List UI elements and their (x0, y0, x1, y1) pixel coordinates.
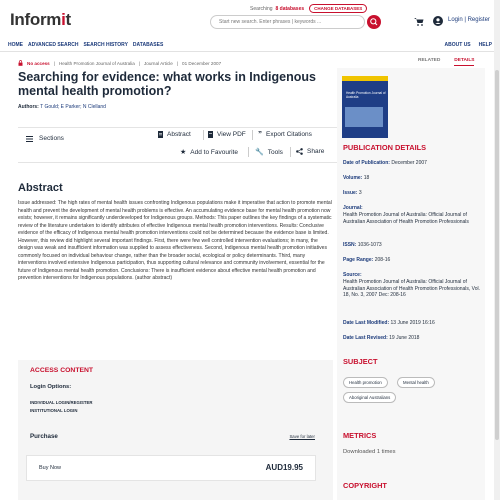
toolbar-divider-bottom (18, 162, 338, 163)
document-icon (158, 131, 163, 138)
share-button[interactable] (296, 148, 324, 155)
article-meta: No access | Health Promotion Journal of Australia | Journal Article | 01 December 2007 (18, 60, 221, 66)
page-title: Searching for evidence: what works in Indigenous mental health promotion? (18, 70, 316, 98)
access-content-panel (18, 360, 333, 500)
abstract-button[interactable] (158, 131, 191, 138)
details-sidebar (337, 68, 485, 500)
scrollbar-thumb[interactable] (495, 70, 499, 440)
cover-title: Health Promotion Journal of Australia (346, 91, 386, 99)
search-input[interactable]: Start new search. Enter phrases | keywords ... (210, 15, 365, 29)
cover-image (345, 107, 383, 127)
lock-icon (18, 60, 23, 66)
abstract-text: Issue addressed: The high rates of mental health issues confronting Indigenous populations make it imperative that action to promote mental health and prevent the development of mental health problems is effective. An accumulating evidence base for mental health promotion now exists; however, it remains significantly underdeveloped for Indigenous groups. Methods: This paper outlines the key findings of a systematic review of the literature undertaken to identify attributes of effective Indigenous mental health promotion interventions. Results: Conclusive evidence of the efficacy of Indigenous mental health promotion interventions could not be determined because the evidence base is limited. However, this review did highlight several important findings. First, there were few well controlled intervention evaluations; in many, the design was weak and insufficient information was supplied to assess effectiveness. Second, Indigenous mental health promotion initiatives commonly focused on individual behaviour change, rather than the broader social, ecological or policy determinants. Third, many interventions involved extensive Indigenous participation, thus supporting cultural relevance and community involvement, essential for the future of Indigenous mental health promotion. Conclusions: There is insufficient evidence about effective mental health promotion and prevention interventions for Indigenous populations. (author abstract) (18, 200, 332, 282)
nav-help[interactable]: HELP (478, 42, 492, 48)
issue-value: 3 (358, 190, 362, 196)
journal-cover (342, 76, 388, 138)
download-count: Downloaded 1 times (343, 449, 396, 455)
buy-now-label: Buy Now (39, 465, 62, 471)
journal-name[interactable]: Health Promotion Journal of Australia (58, 60, 135, 66)
source-row (343, 272, 481, 299)
sections-label: Sections (39, 135, 64, 142)
toolbar-separator (252, 130, 253, 140)
toolbar-separator (248, 147, 249, 157)
pub-date-label: Date of Publication: (343, 160, 390, 166)
volume-label: Volume: (343, 175, 363, 181)
page-range-value: 208-16 (374, 257, 391, 263)
access-status: No access (27, 60, 50, 66)
nav-about-us[interactable]: ABOUT US (444, 42, 471, 48)
view-pdf-button[interactable] (208, 131, 246, 138)
tools-label: Tools (267, 148, 283, 156)
tools-button[interactable] (255, 148, 283, 156)
subject-tag[interactable]: Aboriginal Australians (343, 392, 396, 403)
institutional-login-link[interactable]: INSTITUTIONAL LOGIN (30, 408, 78, 413)
subject-heading: SUBJECT (343, 357, 378, 366)
last-modified-label: Date Last Modified: (343, 320, 390, 326)
last-revised-label: Date Last Revised: (343, 335, 388, 341)
page-range-label: Page Range: (343, 257, 374, 263)
authors-list[interactable]: T Gould; E Parker; N Clelland (40, 104, 106, 110)
list-icon (26, 136, 33, 142)
issue-label: Issue: (343, 190, 358, 196)
star-icon: ★ (180, 149, 187, 156)
copyright-heading: COPYRIGHT (343, 481, 387, 490)
informit-logo[interactable]: Informit (10, 10, 71, 29)
search-scope (250, 4, 367, 13)
page-range-row (343, 257, 481, 264)
search-icon (367, 15, 381, 29)
access-content-heading: ACCESS CONTENT (30, 367, 94, 374)
abstract-heading: Abstract (18, 182, 63, 194)
subject-tag[interactable]: Mental health (397, 377, 435, 388)
issue-row (343, 190, 481, 197)
export-citations-label: Export Citations (266, 131, 312, 138)
add-favourite-label: Add to Favourite (190, 148, 238, 156)
nav-databases[interactable]: DATABASES (132, 42, 164, 48)
login-register-link[interactable]: Login | Register (448, 17, 490, 23)
databases-count: 8 databases (275, 5, 305, 12)
authors-line (18, 104, 106, 110)
last-modified-row (343, 320, 481, 327)
volume-value: 18 (363, 175, 370, 181)
search-button[interactable] (367, 15, 381, 29)
searching-label: Searching (250, 5, 273, 12)
export-citations-button[interactable] (258, 131, 312, 138)
issn-label: ISSN: (343, 242, 357, 248)
pub-date-value: December 2007 (391, 160, 427, 166)
save-for-later-link[interactable]: Save for later (289, 434, 315, 439)
last-modified-value: 13 June 2019 16:16 (390, 320, 435, 326)
toolbar-divider-top (18, 127, 338, 128)
buy-now-row[interactable] (26, 455, 316, 481)
article-type: Journal Article (143, 60, 173, 66)
nav-home[interactable]: HOME (8, 42, 23, 48)
cart-icon[interactable] (414, 17, 424, 26)
publish-date: 01 December 2007 (182, 60, 222, 66)
metrics-heading: METRICS (343, 431, 377, 440)
sections-menu[interactable] (26, 135, 64, 142)
tab-details[interactable]: DETAILS (454, 58, 474, 66)
issn-value: 1036-1073 (357, 242, 382, 248)
individual-login-link[interactable]: INDIVIDUAL LOGIN/REGISTER (30, 400, 93, 405)
journal-label: Journal: (343, 205, 363, 211)
share-label: Share (307, 148, 325, 155)
authors-label: Authors: (18, 104, 39, 110)
pub-date-row (343, 160, 481, 167)
volume-row (343, 175, 481, 182)
toolbar-separator (203, 130, 204, 140)
price: AUD19.95 (265, 463, 303, 472)
last-revised-row (343, 335, 481, 342)
abstract-label: Abstract (167, 131, 191, 138)
main-nav (0, 40, 500, 52)
quote-icon: ” (258, 129, 262, 139)
pdf-icon (208, 131, 213, 138)
share-icon (296, 148, 303, 155)
subject-tag[interactable]: Health promotion (343, 377, 388, 388)
wrench-icon: 🔧 (255, 149, 264, 156)
login-options-label: Login Options: (30, 384, 72, 390)
user-icon[interactable] (433, 16, 443, 26)
toolbar-separator (290, 147, 291, 157)
journal-value[interactable]: Health Promotion Journal of Australia: Official Journal of Australian Association of Health Promotion Professionals (343, 211, 469, 225)
add-favourite-button[interactable] (180, 148, 238, 156)
journal-row (343, 205, 481, 225)
nav-advanced-search[interactable]: ADVANCED SEARCH (28, 42, 79, 48)
tab-related[interactable]: RELATED (418, 58, 441, 63)
source-value: Health Promotion Journal of Australia: Official Journal of Australian Association of Health Promotion Professionals, Vol. 18, No. 3, 2007 Dec: 208-16 (343, 278, 481, 299)
last-revised-value: 19 June 2018 (389, 335, 420, 341)
source-label: Source: (343, 272, 362, 278)
change-databases-button[interactable]: CHANGE DATABASES (309, 4, 367, 13)
top-header (0, 0, 500, 38)
view-pdf-label: View PDF (217, 131, 246, 138)
nav-search-history[interactable]: SEARCH HISTORY (83, 42, 128, 48)
purchase-heading: Purchase (30, 433, 58, 440)
issn-row (343, 242, 481, 249)
publication-details-heading: PUBLICATION DETAILS (343, 143, 427, 152)
side-tabs (418, 58, 474, 66)
